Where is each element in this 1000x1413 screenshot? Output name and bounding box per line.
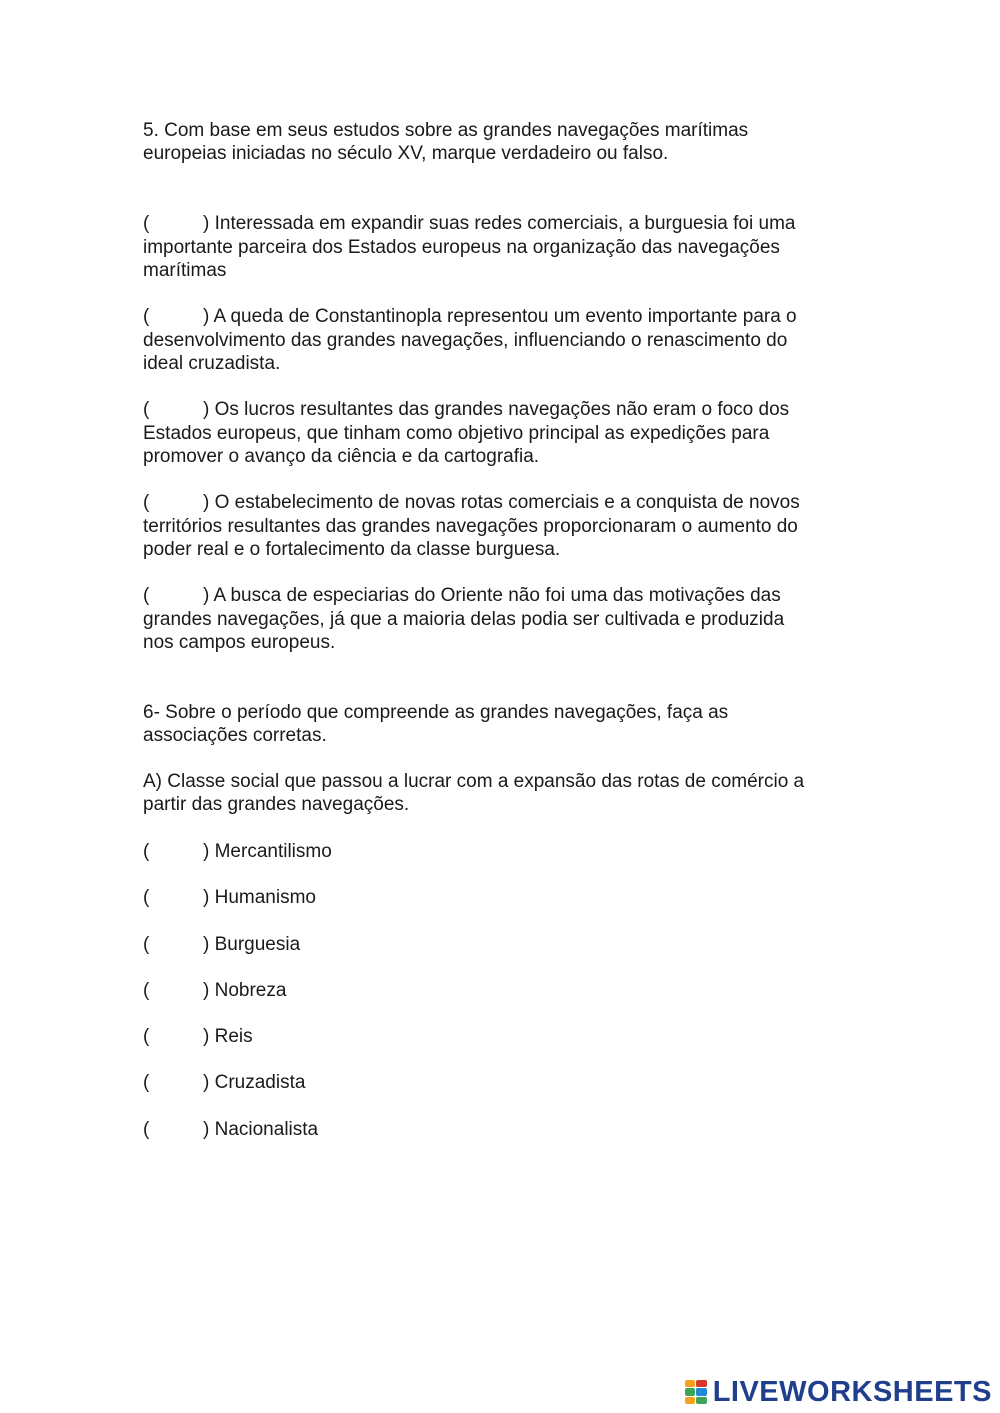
option-label: ) Reis	[203, 1026, 253, 1047]
question-6-prompt: 6- Sobre o período que compreende as grandes navegações, faça as associações corretas.	[143, 702, 729, 747]
answer-blank[interactable]: (	[143, 841, 150, 862]
option-label: ) Mercantilismo	[203, 841, 332, 862]
option-row	[143, 933, 300, 956]
option-row	[143, 886, 316, 909]
answer-blank[interactable]: (	[143, 213, 150, 235]
answer-blank[interactable]: (	[143, 306, 150, 328]
question-5-item-5	[143, 561, 863, 654]
statement-text: ) A queda de Constantinopla representou um evento importante para o desenvolvimento das grandes navegações, influenciando o renascimento do ideal cruzadista.	[143, 306, 797, 374]
option-row	[143, 1071, 305, 1094]
option-row	[143, 1118, 318, 1141]
liveworksheets-logo-icon	[685, 1380, 707, 1404]
statement-text: ) O estabelecimento de novas rotas comerciais e a conquista de novos territórios resultantes das grandes navegações proporcionaram o aumento do poder real e o fortalecimento da classe burguesa.	[143, 492, 800, 560]
answer-blank[interactable]: (	[143, 1072, 150, 1093]
answer-blank[interactable]: (	[143, 1119, 150, 1140]
question-5-item-1	[143, 189, 863, 282]
answer-blank[interactable]: (	[143, 980, 150, 1001]
answer-blank[interactable]: (	[143, 585, 150, 607]
option-row	[143, 979, 286, 1002]
question-6-statement-a: A) Classe social que passou a lucrar com a expansão das rotas de comércio a partir das grandes navegações.	[143, 771, 805, 816]
question-5-item-2	[143, 282, 863, 375]
question-5-item-3	[143, 375, 863, 468]
question-5-prompt: 5. Com base em seus estudos sobre as grandes navegações marítimas europeias iniciadas no século XV, marque verdadeiro ou falso.	[143, 120, 749, 165]
option-label: ) Nacionalista	[203, 1119, 319, 1140]
option-label: ) Nobreza	[203, 980, 287, 1001]
liveworksheets-brand[interactable]	[685, 1377, 992, 1407]
answer-blank[interactable]: (	[143, 1026, 150, 1047]
statement-text: ) Interessada em expandir suas redes comerciais, a burguesia foi uma importante parceira dos Estados europeus na organização das navegações marítimas	[143, 213, 796, 281]
question-5-item-4	[143, 468, 863, 561]
option-label: ) Cruzadista	[203, 1072, 306, 1093]
option-row	[143, 840, 332, 863]
answer-blank[interactable]: (	[143, 887, 150, 908]
brand-name: LIVEWORKSHEETS	[712, 1375, 992, 1408]
answer-blank[interactable]: (	[143, 934, 150, 955]
statement-text: ) Os lucros resultantes das grandes navegações não eram o foco dos Estados europeus, que tinham como objetivo principal as expedições para promover o avanço da ciência e da cartografia.	[143, 399, 790, 467]
option-row	[143, 1025, 253, 1048]
statement-text: ) A busca de especiarias do Oriente não foi uma das motivações das grandes navegações, já que a maioria delas podia ser cultivada e produzida nos campos europeus.	[143, 585, 785, 653]
option-label: ) Burguesia	[203, 934, 301, 955]
answer-blank[interactable]: (	[143, 399, 150, 421]
answer-blank[interactable]: (	[143, 492, 150, 514]
option-label: ) Humanismo	[203, 887, 316, 908]
